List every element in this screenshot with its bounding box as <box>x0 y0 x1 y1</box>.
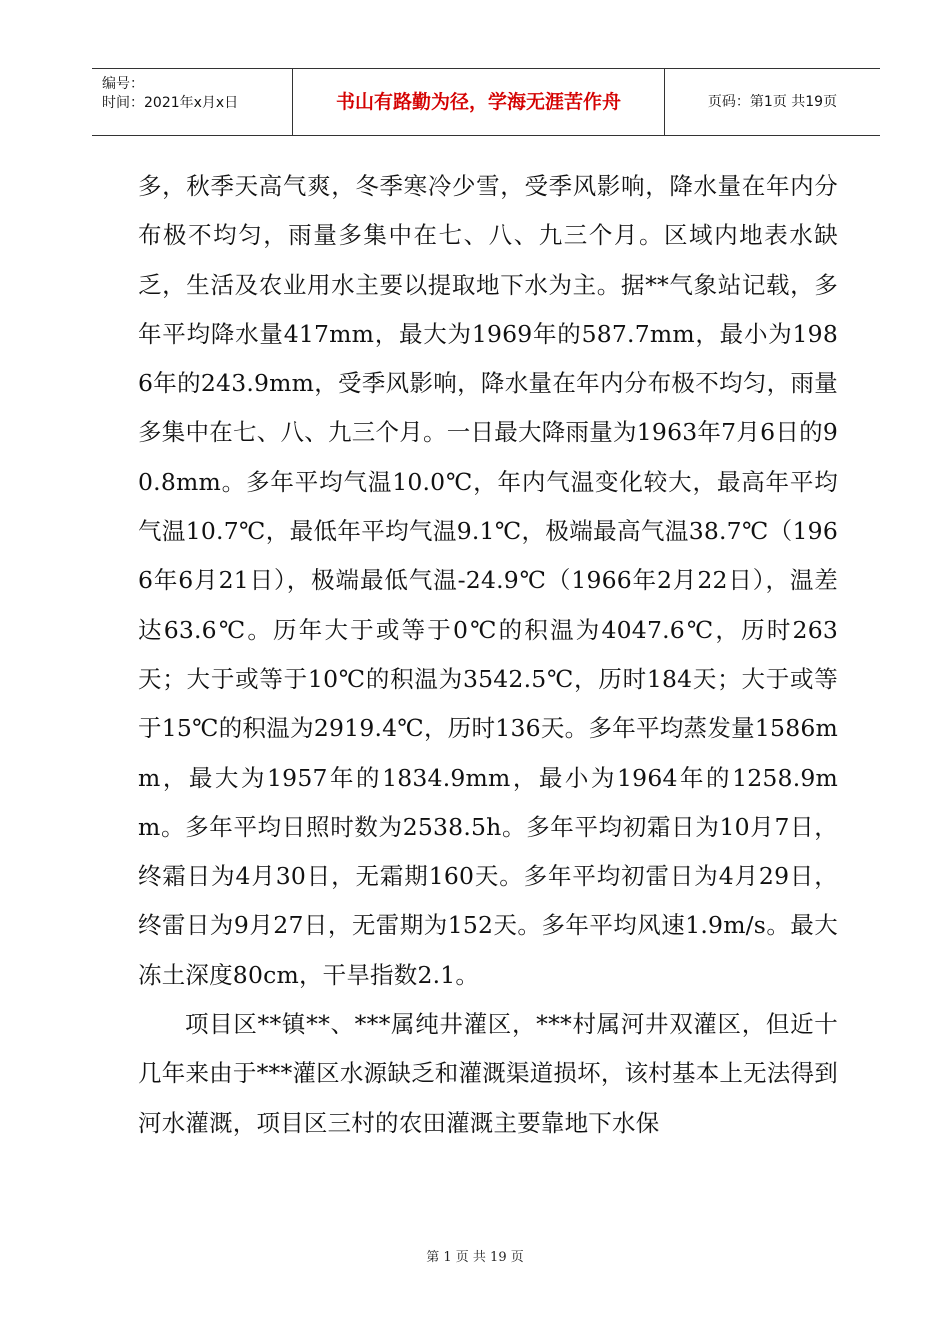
document-body <box>138 162 838 1148</box>
header-meta <box>92 69 292 135</box>
page-footer: 第 1 页 共 19 页 <box>426 1250 524 1265</box>
body-paragraph: 项目区**镇**、***属纯井灌区，***村属河井双灌区，但近十几年来由于***灌区水源缺乏和灌溉渠道损坏，该村基本上无法得到河水灌溉，项目区三村的农田灌溉主要靠地下水保 <box>138 1010 838 1137</box>
header-number-label: 编号： <box>102 76 144 92</box>
body-paragraph: 多，秋季天高气爽，冬季寒冷少雪，受季风影响，降水量在年内分布极不均匀，雨量多集中在七、八、九三个月。区域内地表水缺乏，生活及农业用水主要以提取地下水为主。据**气象站记载，多年平均降水量417mm，最大为1969年的587.7mm，最小为1986年的243.9mm，受季风影响，降水量在年内分布极不均匀，雨量多集中在七、八、九三个月。一日最大降雨量为1963年7月6日的90.8mm。多年平均气温10.0℃，年内气温变化较大，最高年平均气温10.7℃，最低年平均气温9.1℃，极端最高气温38.7℃（1966年6月21日），极端最低气温-24.9℃（1966年2月22日），温差达63.6℃。历年大于或等于0℃的积温为4047.6℃，历时263天；大于或等于10℃的积温为3542.5℃，历时184天；大于或等于15℃的积温为2919.4℃，历时136天。多年平均蒸发量1586mm，最大为1957年的1834.9mm，最小为1964年的1258.9mm。多年平均日照时数为2538.5h。多年平均初霜日为10月7日，终霜日为4月30日，无霜期160天。多年平均初雷日为4月29日，终雷日为9月27日，无雷期为152天。多年平均风速1.9m/s。最大冻土深度80cm，干旱指数2.1。 <box>138 172 838 989</box>
page-header <box>92 68 880 136</box>
header-page-info: 页码：第1页 共19页 <box>707 94 838 110</box>
header-motto: 书山有路勤为径，学海无涯苦作舟 <box>335 91 621 113</box>
header-time-label: 时间：2021年x月x日 <box>102 95 239 111</box>
